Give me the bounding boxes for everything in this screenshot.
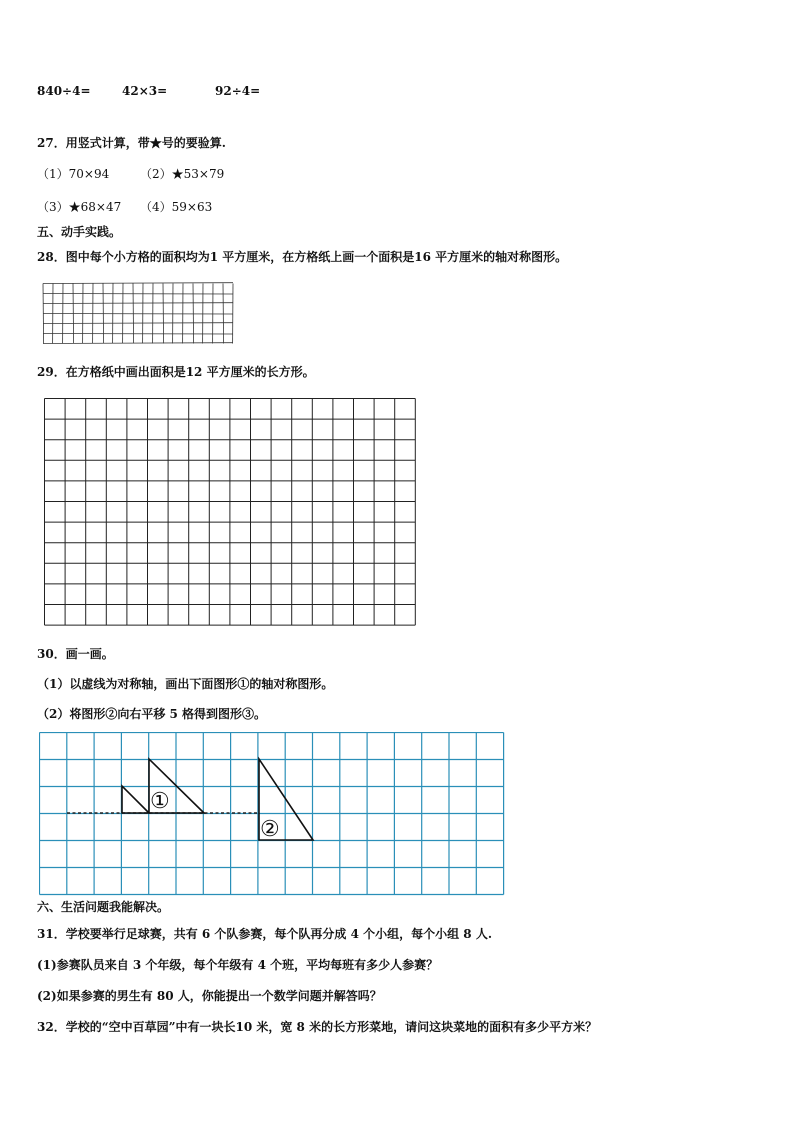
q30-sub-1: （1）以虚线为对称轴，画出下面图形①的轴对称图形。 bbox=[37, 677, 334, 691]
grid-line bbox=[43, 283, 233, 284]
q27-title: 27．用竖式计算，带★号的要验算. bbox=[37, 136, 226, 150]
q28-grid bbox=[41, 282, 236, 346]
grid-line bbox=[223, 284, 224, 344]
figure-2-label: ② bbox=[260, 817, 280, 842]
grid-line bbox=[43, 323, 233, 324]
q29-grid bbox=[44, 398, 419, 628]
q30-title: 30．画一画。 bbox=[37, 647, 114, 661]
q30-sub-2: （2）将图形②向右平移 5 格得到图形③。 bbox=[37, 707, 267, 721]
figure-1-label: ① bbox=[150, 789, 170, 814]
calc-item-2: 42×3= bbox=[122, 84, 168, 98]
calc-item-3: 92÷4= bbox=[215, 84, 261, 98]
section-5-heading: 五、动手实践。 bbox=[37, 225, 122, 239]
grid-line bbox=[43, 314, 233, 315]
q31-title: 31．学校要举行足球赛，共有 6 个队参赛，每个队再分成 4 个小组，每个小组 8 人. bbox=[37, 927, 492, 941]
calc-item-1: 840÷4= bbox=[37, 84, 91, 98]
figure-1-small-triangle bbox=[122, 786, 149, 813]
q29-title: 29．在方格纸中画出面积是12 平方厘米的长方形。 bbox=[37, 365, 315, 379]
grid-line bbox=[43, 343, 233, 344]
q27-part-4: （4）59×63 bbox=[140, 200, 213, 214]
q27-part-2: （2）★53×79 bbox=[140, 167, 225, 181]
q27-part-1: （1）70×94 bbox=[37, 167, 110, 181]
grid-line bbox=[43, 334, 233, 335]
grid-line bbox=[43, 294, 233, 295]
q31-sub-1: (1)参赛队员来自 3 个年级，每个年级有 4 个班，平均每班有多少人参赛？ bbox=[37, 958, 439, 972]
q32-title: 32．学校的“空中百草园”中有一块长10 米，宽 8 米的长方形菜地，请问这块菜地的面积有多少平方米？ bbox=[37, 1020, 598, 1034]
q31-sub-2: (2)如果参赛的男生有 80 人，你能提出一个数学问题并解答吗？ bbox=[37, 989, 382, 1003]
q27-part-3: （3）★68×47 bbox=[37, 200, 122, 214]
grid-line bbox=[43, 303, 233, 304]
q30-grid bbox=[39, 732, 507, 896]
q28-title: 28．图中每个小方格的面积均为1 平方厘米，在方格纸上画一个面积是16 平方厘米的轴对称图形。 bbox=[37, 250, 568, 264]
section-6-heading: 六、生活问题我能解决。 bbox=[37, 900, 170, 914]
